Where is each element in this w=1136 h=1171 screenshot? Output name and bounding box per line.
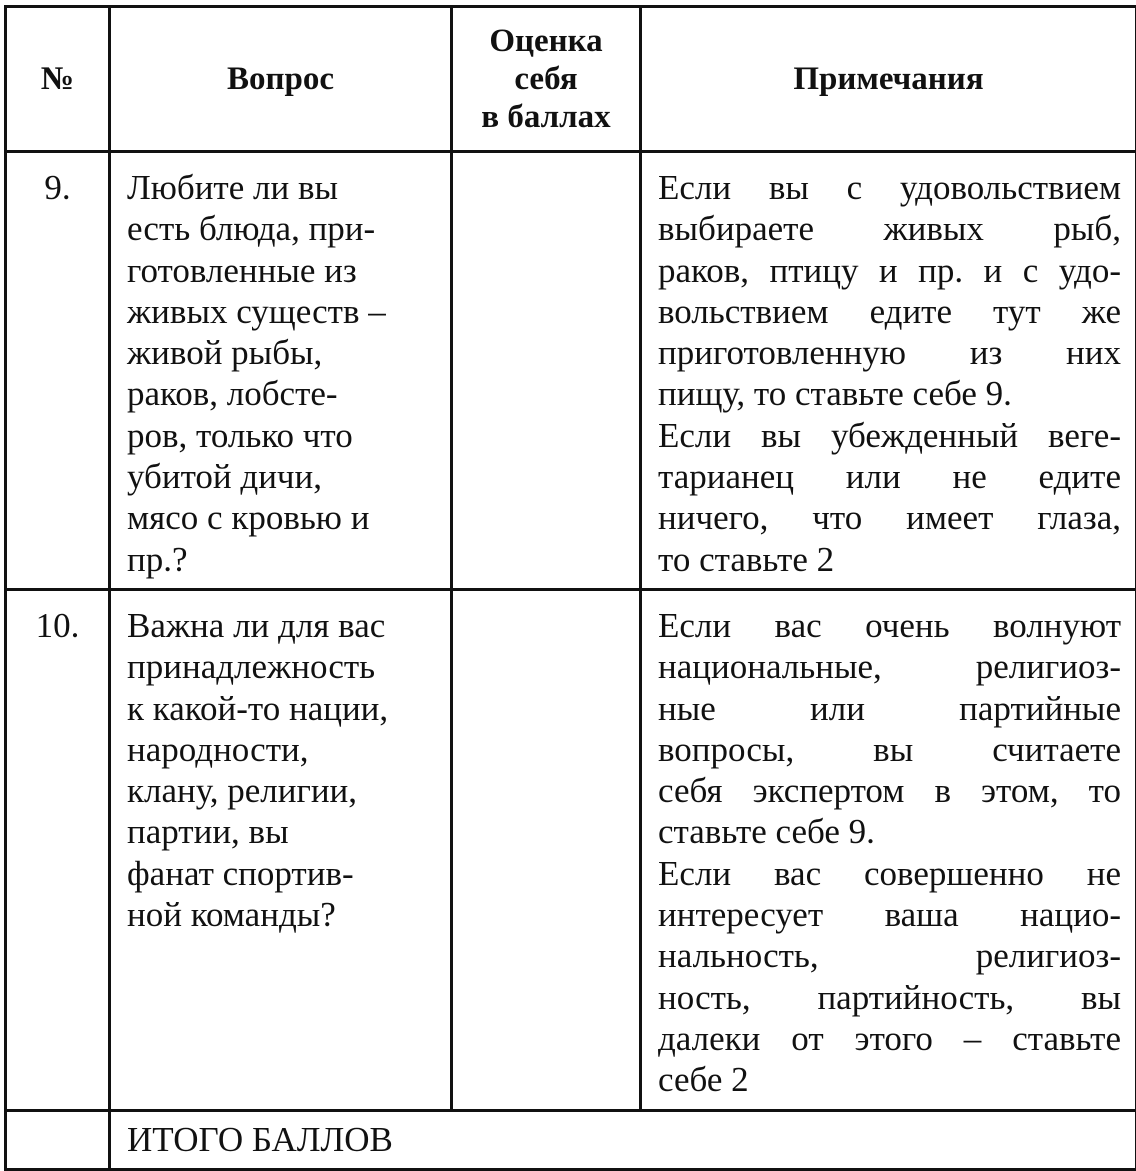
question-line: убитой дичи, [127,456,440,497]
score-cell [452,152,641,590]
header-row [6,7,1136,152]
total-row [6,1110,1136,1169]
table-row [6,152,1136,590]
header-question: Вопрос [110,7,452,152]
note-line: раков, птицу и пр. и с удо- [658,250,1121,291]
note-line: нальность, религиоз- [658,935,1121,976]
self-assessment-table [4,5,1136,1171]
note-line: ные или партийные [658,688,1121,729]
note-text [641,589,1136,1110]
question-line: Важна ли для вас [127,605,440,646]
question-line: Любите ли вы [127,167,440,208]
note-line: пищу, то ставьте себе 9. [658,373,1121,414]
note-line: ность, партийность, вы [658,977,1121,1018]
question-line: пр.? [127,539,440,580]
note-line: выбираете живых рыб, [658,208,1121,249]
question-line: партии, вы [127,811,440,852]
note-line: приготовленную из них [658,332,1121,373]
note-line: себе 2 [658,1059,1121,1100]
note-line: Если вы с удовольствием [658,167,1121,208]
question-text [110,589,452,1110]
header-score-line: Оценка [459,22,633,60]
note-line: далеки от этого – ставьте [658,1018,1121,1059]
header-score-line: себя [459,60,633,98]
note-line: себя экспертом в этом, то [658,770,1121,811]
question-number: 9. [6,152,110,590]
note-line: то ставьте 2 [658,539,1121,580]
question-line: раков, лобсте- [127,373,440,414]
note-line: вольствием едите тут же [658,291,1121,332]
header-score-line: в баллах [459,98,633,136]
question-line: принадлежность [127,646,440,687]
note-line: Если вас очень волнуют [658,605,1121,646]
question-number: 10. [6,589,110,1110]
question-line: фанат спортив- [127,853,440,894]
score-cell [452,589,641,1110]
question-line: к какой-то нации, [127,688,440,729]
question-line: ной команды? [127,894,440,935]
header-score [452,7,641,152]
note-line: ничего, что имеет глаза, [658,497,1121,538]
question-line: живой рыбы, [127,332,440,373]
question-line: клану, религии, [127,770,440,811]
header-number: № [6,7,110,152]
question-line: народности, [127,729,440,770]
question-line: ров, только что [127,415,440,456]
question-line: готовленные из [127,250,440,291]
note-line: Если вы убежденный веге- [658,415,1121,456]
question-line: живых существ – [127,291,440,332]
note-line: интересует ваша нацио- [658,894,1121,935]
total-number-cell [6,1110,110,1169]
question-line: мясо с кровью и [127,497,440,538]
note-line: тарианец или не едите [658,456,1121,497]
note-line: ставьте себе 9. [658,811,1121,852]
table-row [6,589,1136,1110]
question-text [110,152,452,590]
total-label: ИТОГО БАЛЛОВ [110,1110,1136,1169]
note-line: вопросы, вы считаете [658,729,1121,770]
note-line: национальные, религиоз- [658,646,1121,687]
note-text [641,152,1136,590]
header-notes: Примечания [641,7,1136,152]
note-line: Если вас совершенно не [658,853,1121,894]
question-line: есть блюда, при- [127,208,440,249]
